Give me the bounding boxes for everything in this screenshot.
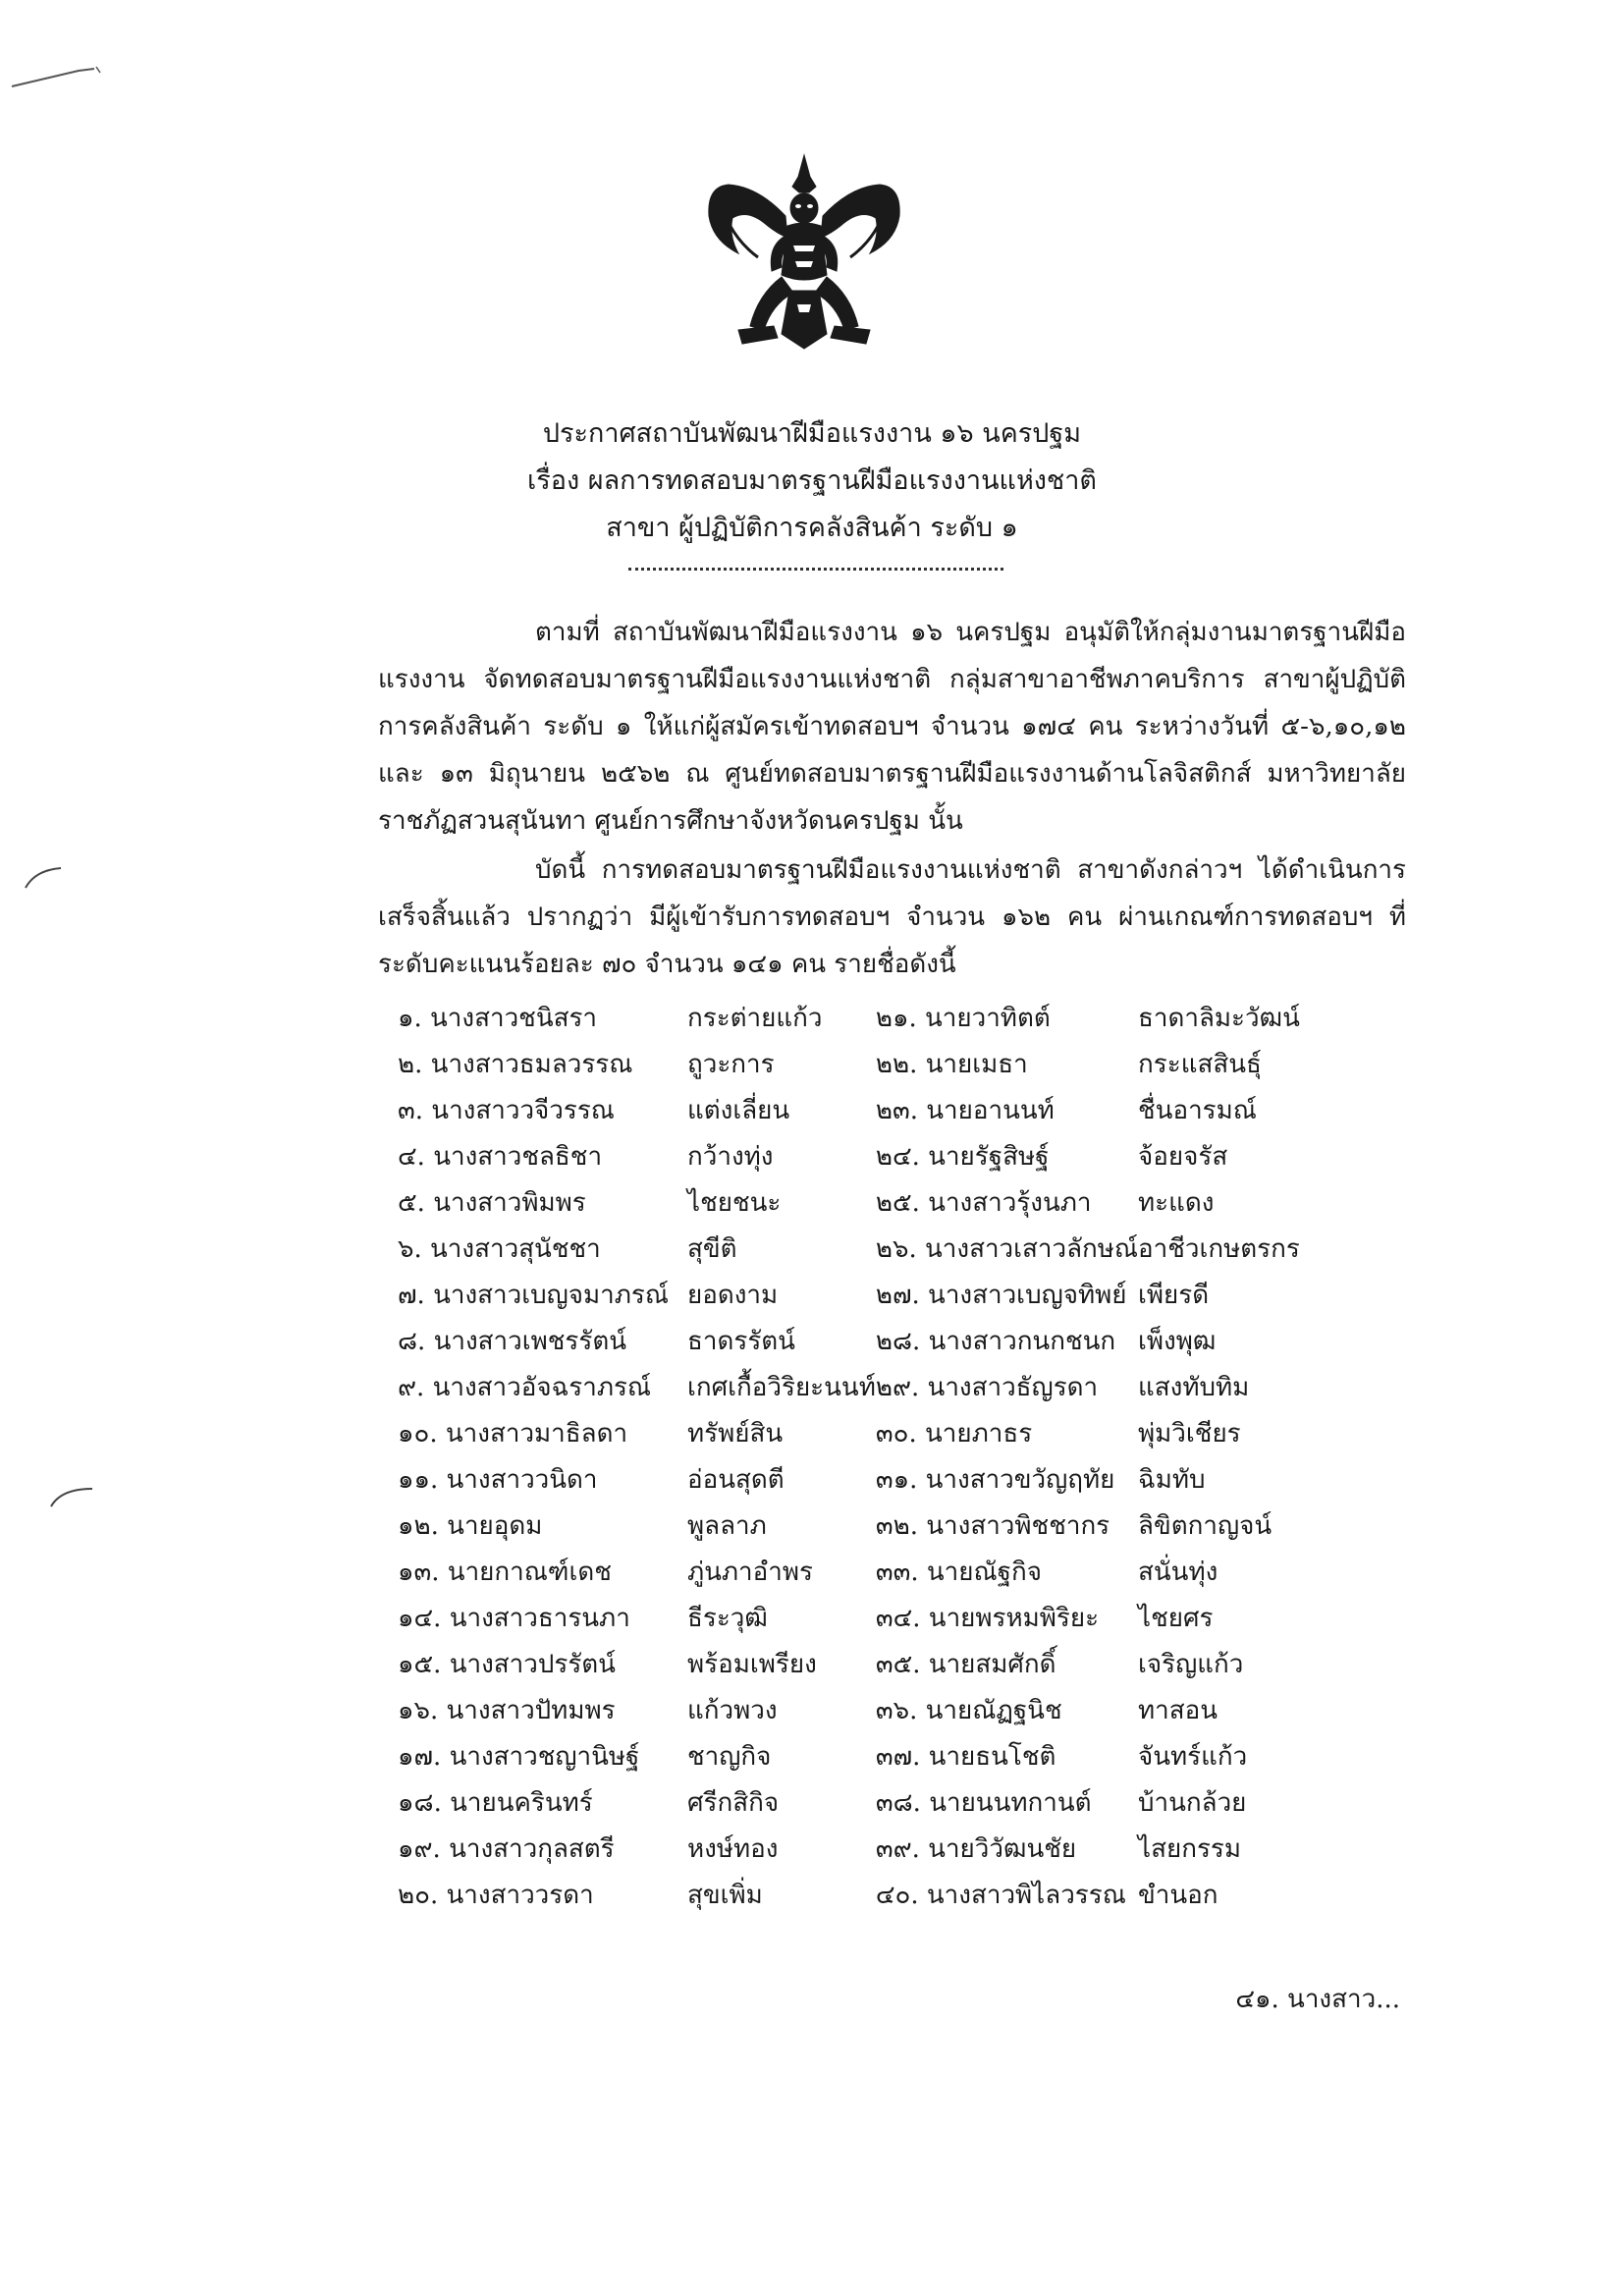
surname-right: เพียรดี xyxy=(1138,1281,1210,1310)
name-left: ๕. นางสาวพิมพร xyxy=(398,1188,586,1218)
surname-right: ทะแดง xyxy=(1138,1188,1215,1218)
name-right: ๓๕. นายสมศักดิ์ xyxy=(875,1650,1056,1679)
name-right: ๒๖. นางสาวเสาวลักษณ์ xyxy=(875,1234,1139,1264)
name-left: ๑๙. นางสาวกุลสตรี xyxy=(398,1834,615,1864)
surname-right: จันทร์แก้ว xyxy=(1138,1742,1248,1772)
surname-left: พร้อมเพรียง xyxy=(687,1650,817,1679)
surname-right: พุ่มวิเชียร xyxy=(1138,1419,1241,1449)
surname-left: ศรีกสิกิจ xyxy=(687,1788,780,1818)
name-right: ๒๒. นายเมธา xyxy=(875,1050,1028,1079)
surname-right: ทาสอน xyxy=(1138,1696,1218,1725)
table-row xyxy=(398,1641,1334,1687)
surname-left: ไชยชนะ xyxy=(687,1188,782,1218)
name-right: ๓๖. นายณัฏฐนิช xyxy=(875,1696,1062,1725)
surname-left: แต่งเลี่ยน xyxy=(687,1096,790,1125)
table-row xyxy=(398,1364,1334,1410)
surname-right: ชื่นอารมณ์ xyxy=(1138,1096,1257,1125)
dotted-separator xyxy=(628,568,1003,571)
scan-mark xyxy=(47,1481,101,1510)
table-row xyxy=(398,1549,1334,1595)
heading-line-3: สาขา ผู้ปฏิบัติการคลังสินค้า ระดับ ๑ xyxy=(606,513,1018,543)
table-row xyxy=(398,1779,1334,1826)
table-row xyxy=(398,1503,1334,1549)
table-row xyxy=(398,1595,1334,1641)
surname-left: ชาญกิจ xyxy=(687,1742,772,1772)
table-row xyxy=(398,1179,1334,1226)
surname-left: หงษ์ทอง xyxy=(687,1834,779,1864)
surname-left: สุขเพิ่ม xyxy=(687,1881,763,1910)
name-right: ๓๑. นางสาวขวัญฤทัย xyxy=(875,1465,1115,1495)
surname-right: เจริญแก้ว xyxy=(1138,1650,1244,1679)
surname-right: ลิขิตกาญจน์ xyxy=(1138,1511,1272,1541)
name-right: ๒๓. นายอานนท์ xyxy=(875,1096,1055,1125)
name-right: ๒๙. นางสาวธัญรดา xyxy=(875,1373,1099,1402)
name-right: ๒๕. นางสาวรุ้งนภา xyxy=(875,1188,1092,1218)
surname-right: บ้านกล้วย xyxy=(1138,1788,1247,1818)
table-row xyxy=(398,1410,1334,1456)
table-row xyxy=(398,1872,1334,1918)
surname-right: ธาดาลิมะวัฒน์ xyxy=(1138,1004,1300,1033)
surname-left: ธีระวุฒิ xyxy=(687,1604,768,1633)
surname-right: กระแสสินธุ์ xyxy=(1138,1050,1262,1079)
garuda-emblem-icon xyxy=(699,147,910,358)
surname-right: ไสยกรรม xyxy=(1138,1834,1242,1864)
surname-left: อ่อนสุดตี xyxy=(687,1465,785,1495)
table-row xyxy=(398,1087,1334,1133)
heading-line-2: เรื่อง ผลการทดสอบมาตรฐานฝีมือแรงงานแห่งชาติ xyxy=(527,465,1097,496)
name-right: ๓๔. นายพรหมพิริยะ xyxy=(875,1604,1100,1633)
name-left: ๑๘. นายนครินทร์ xyxy=(398,1788,593,1818)
name-right: ๒๑. นายวาทิตต์ xyxy=(875,1004,1051,1033)
name-left: ๗. นางสาวเบญจมาภรณ์ xyxy=(398,1281,669,1310)
name-left: ๒๐. นางสาววรดา xyxy=(398,1881,594,1910)
table-row xyxy=(398,1133,1334,1179)
table-row xyxy=(398,1226,1334,1272)
name-left: ๑. นางสาวชนิสรา xyxy=(398,1004,598,1033)
name-left: ๑๕. นางสาวปรรัตน์ xyxy=(398,1650,616,1679)
table-row xyxy=(398,1272,1334,1318)
table-row xyxy=(398,1318,1334,1364)
name-right: ๓๗. นายธนโชติ xyxy=(875,1742,1056,1772)
table-row xyxy=(398,1041,1334,1087)
surname-left: ธาดรรัตน์ xyxy=(687,1327,795,1356)
paragraph-2-text: บัดนี้ การทดสอบมาตรฐานฝีมือแรงงานแห่งชาติ สาขาดังกล่าวฯ ได้ดำเนินการเสร็จสิ้นแล้ว ปรากฏว่า มีผู้เข้ารับการทดสอบฯ จำนวน ๑๖๒ คน ผ่านเกณฑ์การทดสอบฯ ที่ระดับคะแนนร้อยละ ๗๐ จำนวน ๑๔๑ คน รายชื่อดังนี้ xyxy=(378,855,1406,979)
scan-mark xyxy=(10,61,103,90)
surname-left: ถูวะการ xyxy=(687,1050,775,1079)
name-left: ๔. นางสาวชลธิชา xyxy=(398,1142,603,1172)
scan-mark xyxy=(22,862,71,892)
name-left: ๖. นางสาวสุนัชชา xyxy=(398,1234,601,1264)
surname-left: ยอดงาม xyxy=(687,1281,779,1310)
table-row xyxy=(398,1687,1334,1733)
table-row xyxy=(398,995,1334,1041)
table-row xyxy=(398,1733,1334,1779)
surname-right: แสงทับทิม xyxy=(1138,1373,1250,1402)
paragraph-2 xyxy=(378,847,1406,988)
paragraph-1-text: ตามที่ สถาบันพัฒนาฝีมือแรงงาน ๑๖ นครปฐม อนุมัติให้กลุ่มงานมาตรฐานฝีมือแรงงาน จัดทดสอบมาตรฐานฝีมือแรงงานแห่งชาติ กลุ่มสาขาอาชีพภาคบริการ สาขาผู้ปฏิบัติการคลังสินค้า ระดับ ๑ ให้แก่ผู้สมัครเข้าทดสอบฯ จำนวน ๑๗๔ คน ระหว่างวันที่ ๕-๖,๑๐,๑๒ และ ๑๓ มิถุนายน ๒๕๖๒ ณ ศูนย์ทดสอบมาตรฐานฝีมือแรงงานด้านโลจิสติกส์ มหาวิทยาลัยราชภัฏสวนสุนันทา ศูนย์การศึกษาจังหวัดนครปฐม นั้น xyxy=(378,618,1406,836)
table-row xyxy=(398,1456,1334,1503)
surname-right: เพ็งพุฒ xyxy=(1138,1327,1217,1356)
surname-left: ทรัพย์สิน xyxy=(687,1419,784,1449)
name-left: ๑๑. นางสาววนิดา xyxy=(398,1465,598,1495)
name-left: ๑๔. นางสาวธารนภา xyxy=(398,1604,630,1633)
surname-left: สุขีติ xyxy=(687,1234,737,1264)
surname-left: กระต่ายแก้ว xyxy=(687,1004,823,1033)
name-left: ๑๖. นางสาวปัทมพร xyxy=(398,1696,616,1725)
name-left: ๑๐. นางสาวมาธิลดา xyxy=(398,1419,628,1449)
name-right: ๓๘. นายนนทกานต์ xyxy=(875,1788,1092,1818)
name-right: ๓๓. นายณัฐกิจ xyxy=(875,1558,1042,1587)
name-right: ๒๗. นางสาวเบญจทิพย์ xyxy=(875,1281,1127,1310)
surname-right: จ้อยจรัส xyxy=(1138,1142,1228,1172)
table-row xyxy=(398,1826,1334,1872)
surname-right: ฉิมทับ xyxy=(1138,1465,1206,1495)
surname-left: กว้างทุ่ง xyxy=(687,1142,774,1172)
name-right: ๓๙. นายวิวัฒนชัย xyxy=(875,1834,1077,1864)
name-left: ๑๒. นายอุดม xyxy=(398,1511,543,1541)
names-table xyxy=(398,995,1334,1918)
name-right: ๔๐. นางสาวพิไลวรรณ xyxy=(875,1881,1126,1910)
surname-left: แก้วพวง xyxy=(687,1696,778,1725)
announcement-heading xyxy=(295,410,1329,552)
name-left: ๑๓. นายกาณฑ์เดช xyxy=(398,1558,612,1587)
continuation-marker: ๔๑. นางสาว... xyxy=(1235,1985,1400,2014)
surname-right: อาชีวเกษตรกร xyxy=(1138,1234,1300,1264)
name-right: ๓๐. นายภาธร xyxy=(875,1419,1033,1449)
surname-right: สนั่นทุ่ง xyxy=(1138,1558,1218,1587)
name-left: ๓. นางสาววจีวรรณ xyxy=(398,1096,615,1125)
name-right: ๒๘. นางสาวกนกชนก xyxy=(875,1327,1116,1356)
heading-line-1: ประกาศสถาบันพัฒนาฝีมือแรงงาน ๑๖ นครปฐม xyxy=(542,418,1082,449)
name-right: ๒๔. นายรัฐสิษฐ์ xyxy=(875,1142,1050,1172)
name-right: ๓๒. นางสาวพิชชากร xyxy=(875,1511,1110,1541)
paragraph-1 xyxy=(378,609,1406,845)
surname-left: ภู่นภาอำพร xyxy=(687,1558,813,1587)
surname-left: เกศเกื้อวิริยะนนท์ xyxy=(687,1373,876,1402)
surname-right: ไชยศร xyxy=(1138,1604,1214,1633)
surname-right: ขำนอก xyxy=(1138,1881,1218,1910)
name-left: ๒. นางสาวธมลวรรณ xyxy=(398,1050,633,1079)
name-left: ๘. นางสาวเพชรรัตน์ xyxy=(398,1327,626,1356)
name-left: ๙. นางสาวอัจฉราภรณ์ xyxy=(398,1373,652,1402)
name-left: ๑๗. นางสาวชญานิษฐ์ xyxy=(398,1742,640,1772)
surname-left: พูลลาภ xyxy=(687,1511,767,1541)
